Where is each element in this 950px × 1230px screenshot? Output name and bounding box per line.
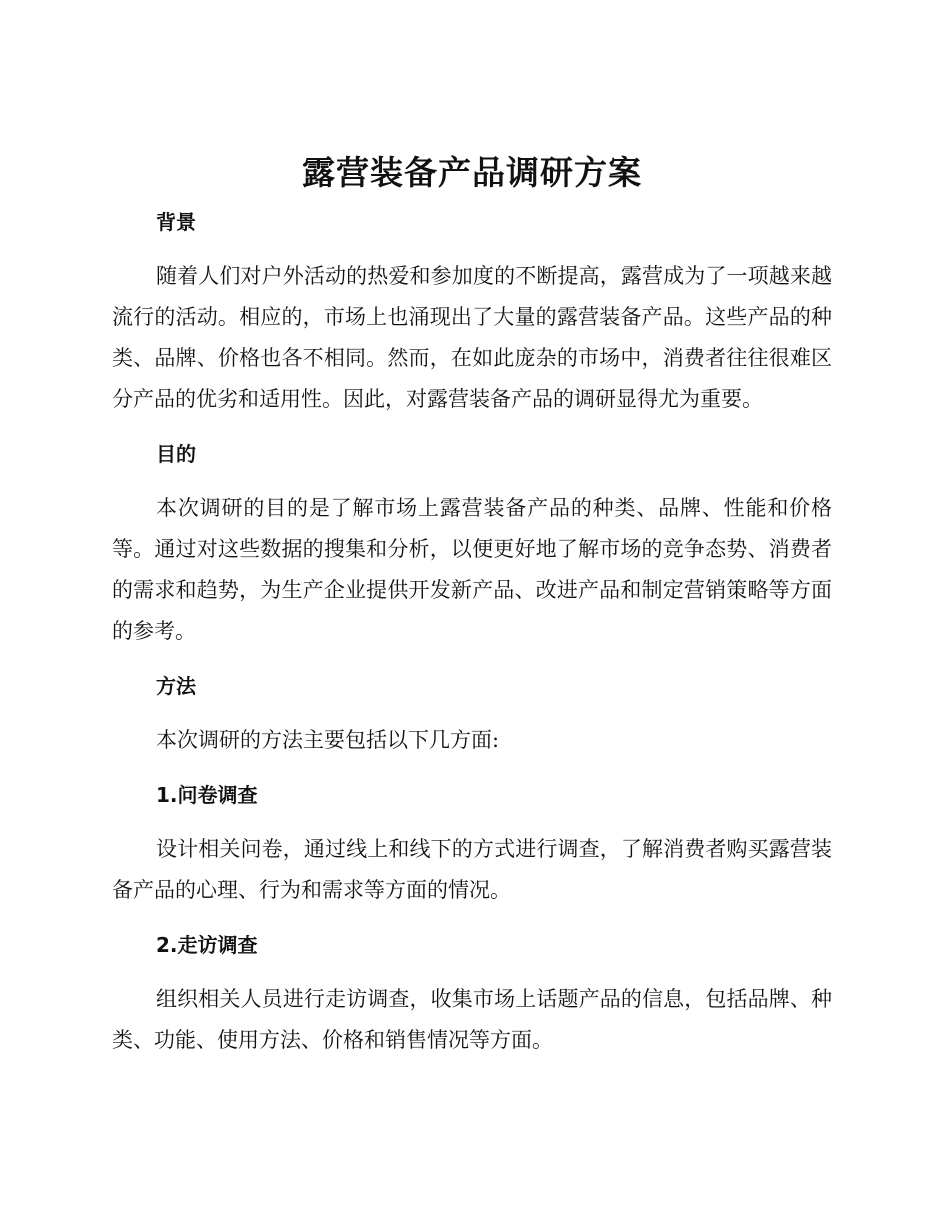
subsection-heading-questionnaire: 1.问卷调查 — [156, 783, 258, 807]
section-body-purpose: 本次调研的目的是了解市场上露营装备产品的种类、品牌、性能和价格等。通过对这些数据的搜集和分析，以便更好地了解市场的竞争态势、消费者的需求和趋势，为生产企业提供开发新产品、改进产品和制定营销策略等方面的参考。 — [112, 496, 832, 643]
subsection-body-questionnaire: 设计相关问卷，通过线上和线下的方式进行调查，了解消费者购买露营装备产品的心理、行为和需求等方面的情况。 — [112, 837, 832, 902]
section-heading-method: 方法 — [156, 674, 196, 698]
section-body-method-intro: 本次调研的方法主要包括以下几方面: — [156, 728, 500, 752]
section-heading-background: 背景 — [156, 210, 196, 234]
document-title: 露营装备产品调研方案 — [302, 153, 642, 192]
document-content — [112, 148, 832, 1061]
section-heading-purpose: 目的 — [156, 442, 196, 466]
subsection-body-interview: 组织相关人员进行走访调查，收集市场上话题产品的信息，包括品牌、种类、功能、使用方法、价格和销售情况等方面。 — [112, 987, 832, 1052]
subsection-heading-interview: 2.走访调查 — [156, 933, 258, 957]
section-body-background: 随着人们对户外活动的热爱和参加度的不断提高，露营成为了一项越来越流行的活动。相应的，市场上也涌现出了大量的露营装备产品。这些产品的种类、品牌、价格也各不相同。然而，在如此庞杂的市场中，消费者往往很难区分产品的优劣和适用性。因此，对露营装备产品的调研显得尤为重要。 — [112, 264, 832, 411]
